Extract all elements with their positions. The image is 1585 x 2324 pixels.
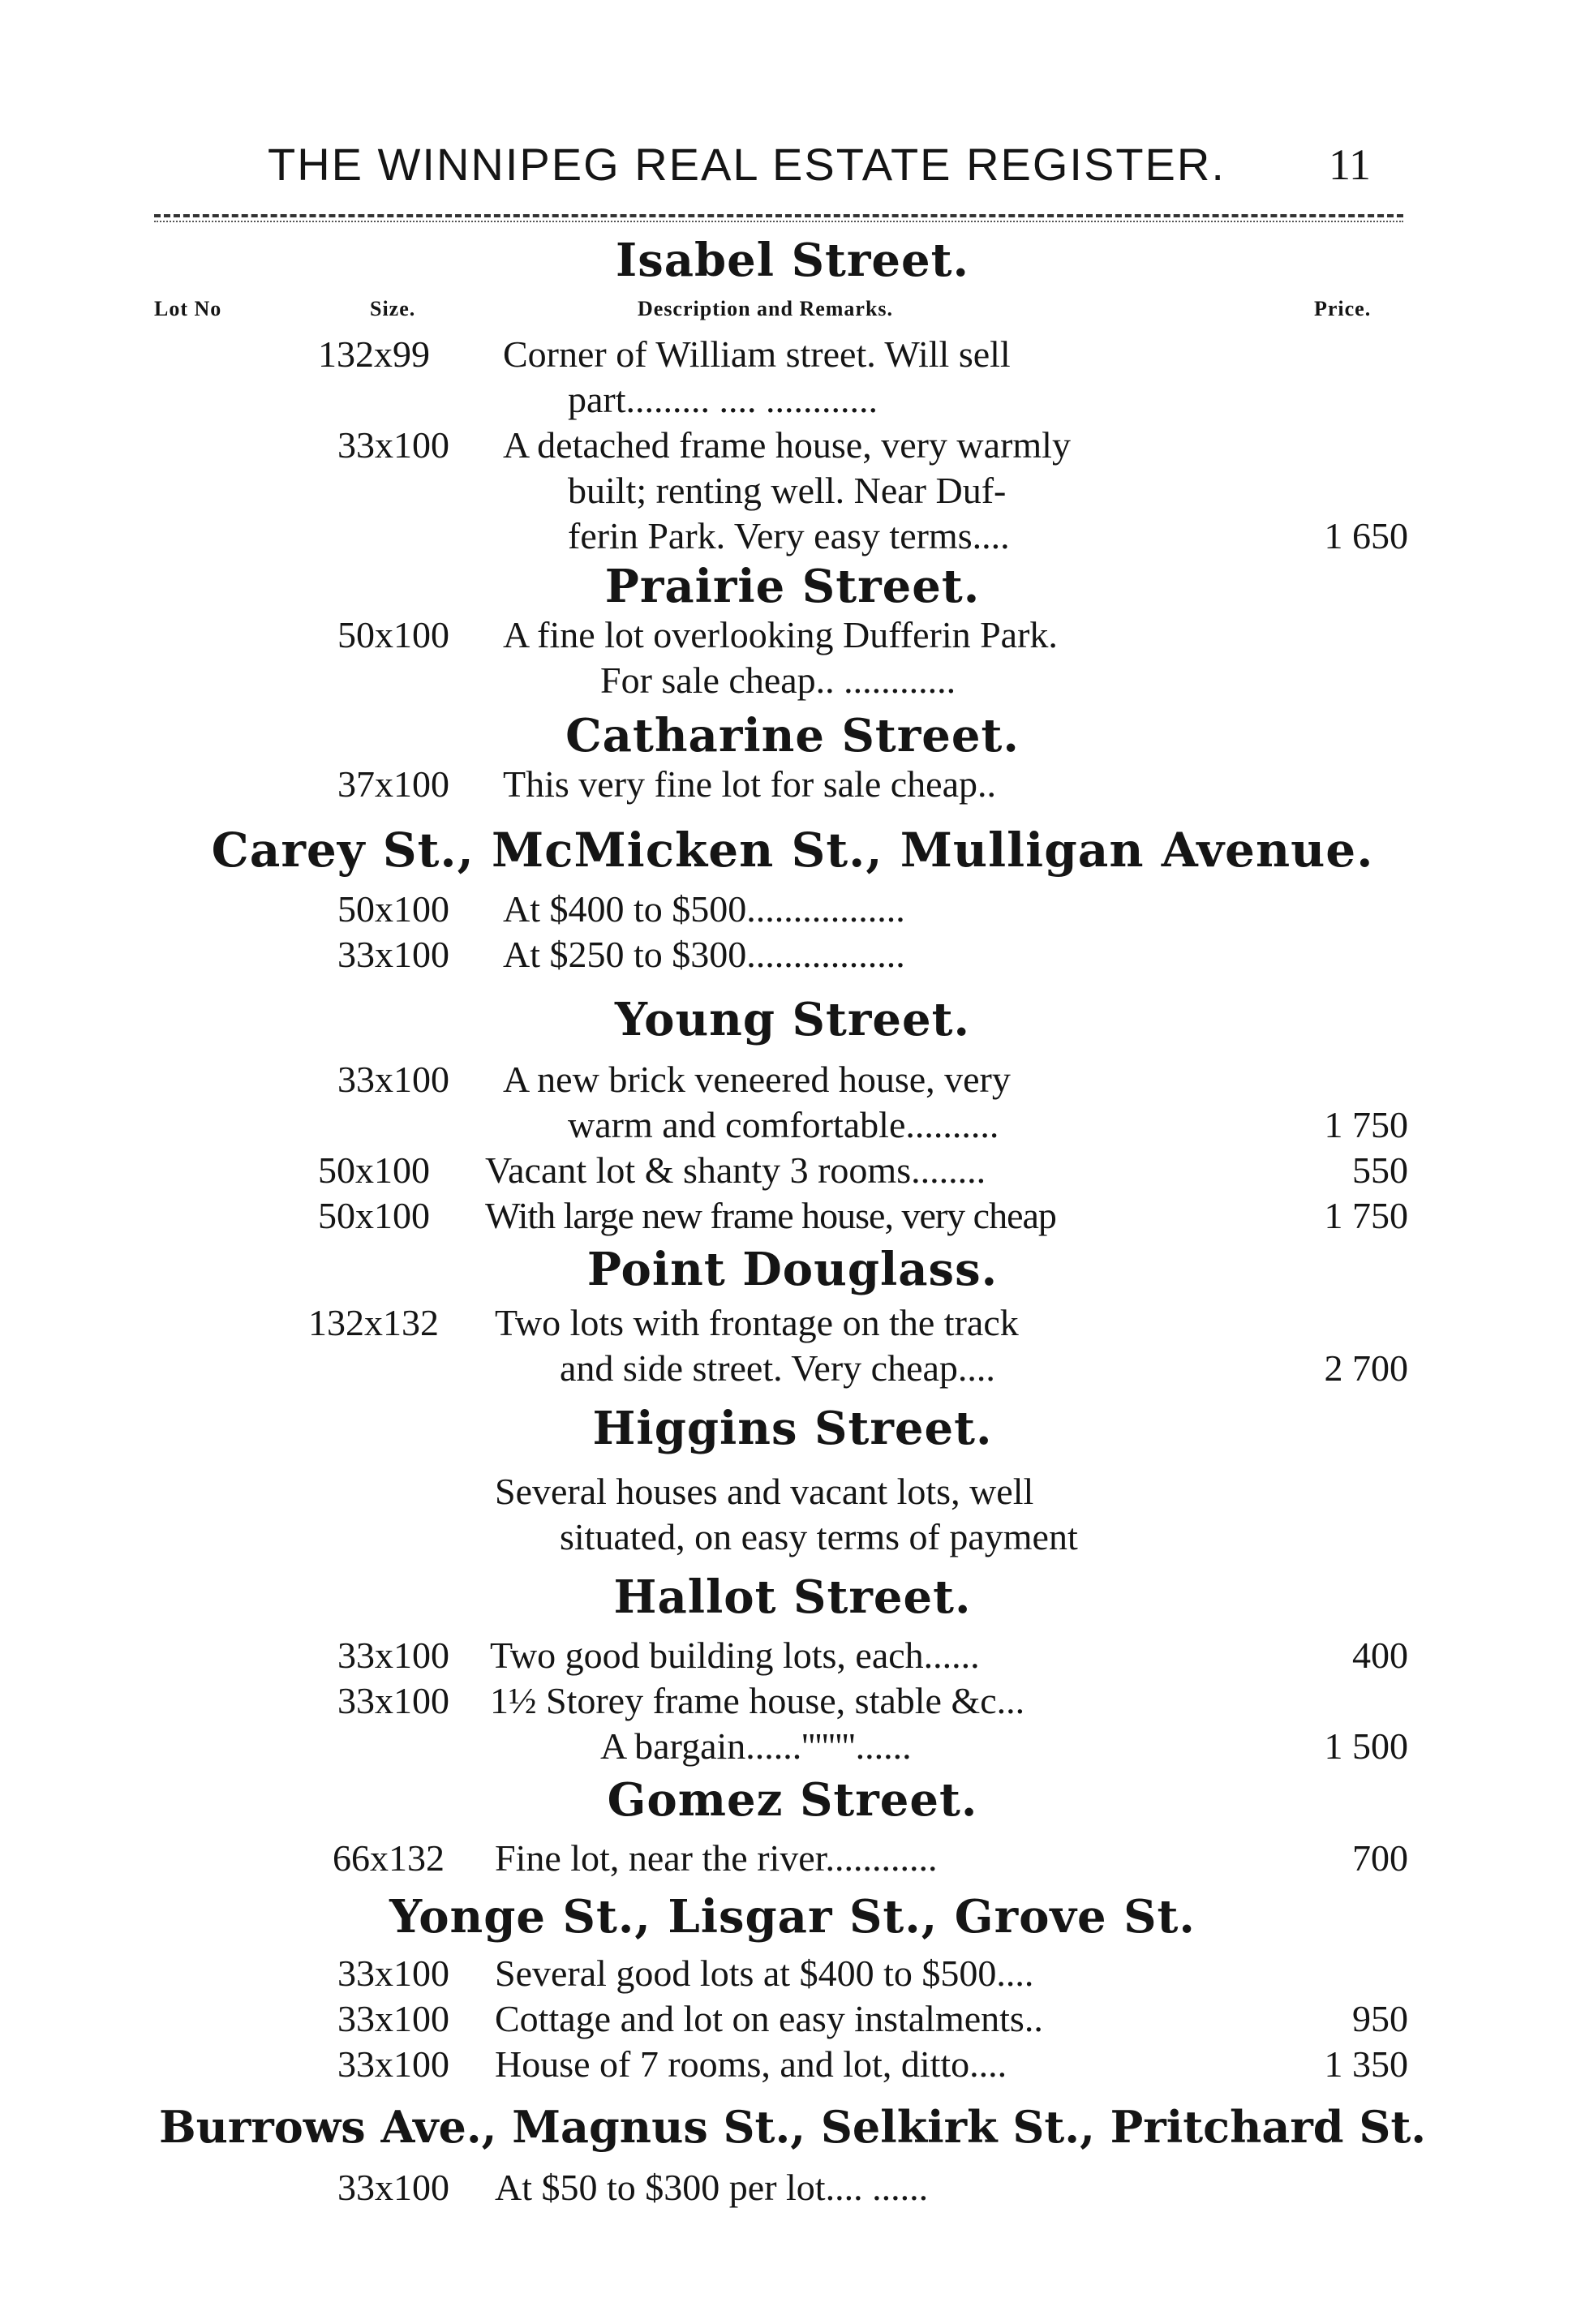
- price: 1 500: [1324, 1725, 1408, 1767]
- description-line: At $250 to $300.................: [503, 934, 905, 975]
- column-header-description: Description and Remarks.: [638, 297, 894, 320]
- section-heading: Yonge St., Lisgar St., Grove St.: [389, 1890, 1196, 1944]
- price: 1 750: [1324, 1104, 1408, 1145]
- section-heading: Burrows Ave., Magnus St., Selkirk St., Pritchard St.: [158, 2101, 1427, 2153]
- price: 700: [1352, 1837, 1408, 1879]
- description-line: situated, on easy terms of payment: [560, 1516, 1078, 1557]
- section-heading: Gomez Street.: [607, 1773, 978, 1827]
- page-number: 11: [1329, 140, 1371, 189]
- description-line: This very fine lot for sale cheap..: [503, 763, 996, 805]
- lot-size: 132x99: [318, 333, 430, 375]
- description-line: 1½ Storey frame house, stable &c...: [490, 1680, 1025, 1721]
- lot-size: 33x100: [337, 934, 449, 975]
- description-line: At $50 to $300 per lot.... ......: [495, 2167, 929, 2208]
- section-heading: Higgins Street.: [592, 1402, 993, 1455]
- section-heading: Hallot Street.: [613, 1570, 972, 1624]
- description-line: A fine lot overlooking Dufferin Park.: [503, 614, 1058, 655]
- description-line: Vacant lot & shanty 3 rooms........: [485, 1149, 986, 1191]
- description-line: A detached frame house, very warmly: [503, 424, 1071, 466]
- description-line: and side street. Very cheap....: [560, 1347, 995, 1389]
- lot-size: 50x100: [337, 888, 449, 930]
- lot-size: 33x100: [337, 1680, 449, 1721]
- description-line: A bargain......''''''''......: [600, 1725, 912, 1767]
- description-line: Two lots with frontage on the track: [495, 1302, 1019, 1343]
- lot-size: 33x100: [337, 1998, 449, 2039]
- lot-size: 66x132: [333, 1837, 445, 1879]
- column-header-price: Price.: [1314, 297, 1372, 320]
- lot-size: 33x100: [337, 1952, 449, 1994]
- price: 1 750: [1324, 1195, 1408, 1236]
- description-line: Several houses and vacant lots, well: [495, 1471, 1034, 1512]
- column-header-size: Size.: [370, 297, 416, 320]
- description-line: Several good lots at $400 to $500....: [495, 1952, 1034, 1994]
- description-line: House of 7 rooms, and lot, ditto....: [495, 2043, 1007, 2085]
- lot-size: 37x100: [337, 763, 449, 805]
- section-heading: Isabel Street.: [616, 234, 969, 287]
- description-line: Two good building lots, each......: [490, 1635, 980, 1676]
- column-header-lot-no: Lot No: [154, 297, 222, 320]
- lot-size: 132x132: [308, 1302, 439, 1343]
- lot-size: 33x100: [337, 1059, 449, 1100]
- description-line: Cottage and lot on easy instalments..: [495, 1998, 1043, 2039]
- description-line: built; renting well. Near Duf-: [568, 470, 1007, 511]
- section-heading: Point Douglass.: [586, 1243, 999, 1296]
- section-heading: Catharine Street.: [565, 709, 1020, 762]
- lot-size: 50x100: [318, 1195, 430, 1236]
- description-line: For sale cheap.. ............: [600, 659, 956, 701]
- section-heading: Prairie Street.: [604, 560, 981, 613]
- section-heading: Carey St., McMicken St., Mulligan Avenue.: [211, 823, 1374, 878]
- price: 400: [1352, 1635, 1408, 1676]
- lot-size: 33x100: [337, 2167, 449, 2208]
- lot-size: 33x100: [337, 2043, 449, 2085]
- price: 950: [1352, 1998, 1408, 2039]
- description-line: part......... .... ............: [568, 379, 878, 420]
- description-line: Corner of William street. Will sell: [503, 333, 1011, 375]
- description-line: A new brick veneered house, very: [503, 1059, 1011, 1100]
- lot-size: 50x100: [337, 614, 449, 655]
- description-line: ferin Park. Very easy terms....: [568, 515, 1010, 556]
- price: 1 350: [1324, 2043, 1408, 2085]
- lot-size: 33x100: [337, 1635, 449, 1676]
- running-head-title: THE WINNIPEG REAL ESTATE REGISTER.: [268, 139, 1226, 190]
- section-heading: Young Street.: [615, 993, 970, 1046]
- description-line: With large new frame house, very cheap: [485, 1195, 1056, 1236]
- price: 1 650: [1324, 515, 1408, 556]
- description-line: Fine lot, near the river............: [495, 1837, 938, 1879]
- description-line: warm and comfortable..........: [568, 1104, 999, 1145]
- description-line: At $400 to $500.................: [503, 888, 905, 930]
- lot-size: 50x100: [318, 1149, 430, 1191]
- lot-size: 33x100: [337, 424, 449, 466]
- price: 550: [1352, 1149, 1408, 1191]
- price: 2 700: [1324, 1347, 1408, 1389]
